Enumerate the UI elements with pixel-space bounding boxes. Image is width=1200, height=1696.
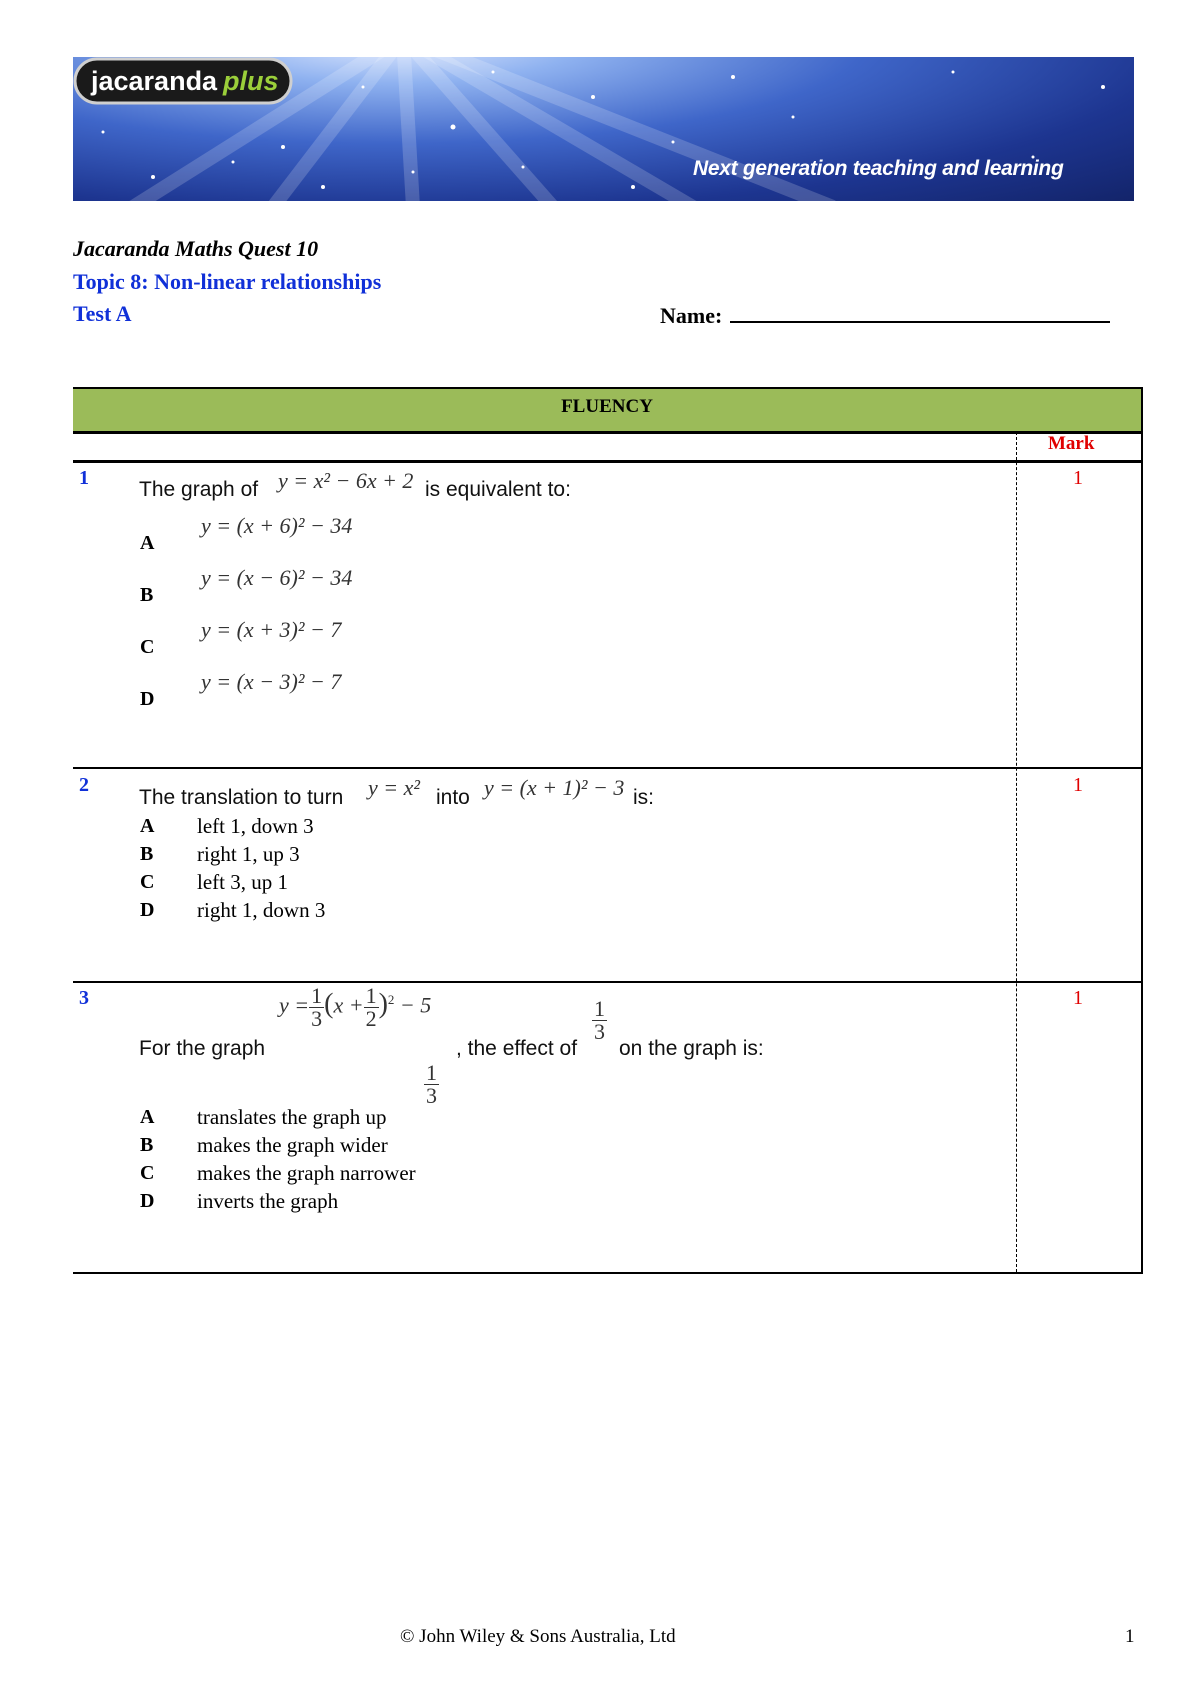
- logo-plus-text: plus: [223, 66, 279, 96]
- row-divider-1: [73, 767, 1143, 769]
- one-third-fraction: $\frac{1}{3}$: [594, 996, 605, 1044]
- option-d-equation[interactable]: y = (x − 3)² − 7: [201, 669, 342, 694]
- footer-copyright: © John Wiley & Sons Australia, Ltd: [400, 1626, 676, 1647]
- option-letter: C: [140, 1162, 155, 1184]
- option-letter: D: [140, 899, 155, 921]
- question-stem-mid: , the effect of: [456, 1037, 578, 1060]
- row-divider-2: [73, 981, 1143, 983]
- question-number: 2: [79, 774, 89, 796]
- logo-jacaranda-text: jacaranda: [91, 66, 218, 96]
- name-blank-line[interactable]: [730, 301, 1110, 323]
- question-mark: 1: [1073, 774, 1083, 796]
- page-number: 1: [1125, 1626, 1135, 1647]
- option-c-equation[interactable]: y = (x + 3)² − 7: [201, 617, 342, 642]
- option-letter: D: [140, 688, 155, 710]
- option-a-text[interactable]: translates the graph up: [197, 1105, 387, 1129]
- question-stem-equation-2: y = (x + 1)² − 3: [484, 775, 625, 800]
- option-a-text[interactable]: left 1, down 3: [197, 814, 314, 838]
- name-label: Name:: [660, 303, 723, 328]
- question-number: 3: [79, 987, 89, 1009]
- option-b-text[interactable]: makes the graph wider: [197, 1133, 388, 1157]
- question-stem-suffix: is equivalent to:: [425, 478, 571, 501]
- question-number: 1: [79, 467, 89, 489]
- option-a-fraction: $\frac{1}{3}$: [426, 1060, 437, 1108]
- question-stem-equation-1: y = x²: [368, 775, 420, 800]
- option-d-text[interactable]: right 1, down 3: [197, 898, 326, 922]
- option-letter: D: [140, 1190, 155, 1212]
- option-letter: B: [140, 843, 154, 865]
- option-letter: B: [140, 584, 154, 606]
- option-a-equation[interactable]: y = (x + 6)² − 34: [201, 513, 353, 538]
- question-stem-prefix: The translation to turn: [139, 786, 344, 809]
- topic-title: Topic 8: Non-linear relationships: [73, 269, 382, 294]
- question-stem-suffix: on the graph is:: [619, 1037, 764, 1060]
- book-title: Jacaranda Maths Quest 10: [73, 236, 319, 261]
- banner-tagline: Next generation teaching and learning: [693, 157, 1064, 180]
- option-letter: A: [140, 532, 155, 554]
- option-letter: A: [140, 1106, 155, 1128]
- question-stem-prefix: For the graph: [139, 1037, 266, 1060]
- option-b-equation[interactable]: y = (x − 6)² − 34: [201, 565, 353, 590]
- option-c-text[interactable]: left 3, up 1: [197, 870, 288, 894]
- option-letter: A: [140, 815, 155, 837]
- header-banner: [73, 57, 1134, 201]
- option-letter: C: [140, 636, 155, 658]
- mark-column-divider: [1016, 432, 1017, 1272]
- option-d-text[interactable]: inverts the graph: [197, 1189, 339, 1213]
- test-label: Test A: [73, 301, 132, 326]
- question-stem-equation: y = x² − 6x + 2: [278, 468, 414, 493]
- question-mark: 1: [1073, 467, 1083, 489]
- name-field[interactable]: [660, 301, 1110, 329]
- question-stem-suffix: is:: [633, 786, 654, 809]
- question-stem-into: into: [436, 786, 470, 809]
- jacaranda-plus-logo: [73, 57, 363, 105]
- mark-header-row: [73, 432, 1141, 463]
- question-stem-equation: y = $\frac{1}{3}$ (x + $\frac{1}{2}$ )$^2$ − 5: [279, 983, 432, 1031]
- question-stem-prefix: The graph of: [139, 478, 259, 501]
- mark-column-header: Mark: [1048, 433, 1095, 454]
- table-bottom-border: [73, 1272, 1143, 1274]
- option-b-text[interactable]: right 1, up 3: [197, 842, 300, 866]
- question-mark: 1: [1073, 987, 1083, 1009]
- section-fluency-header: FLUENCY: [73, 387, 1143, 434]
- option-c-text[interactable]: makes the graph narrower: [197, 1161, 416, 1185]
- table-right-border: [1141, 432, 1143, 1272]
- option-letter: C: [140, 871, 155, 893]
- option-letter: B: [140, 1134, 154, 1156]
